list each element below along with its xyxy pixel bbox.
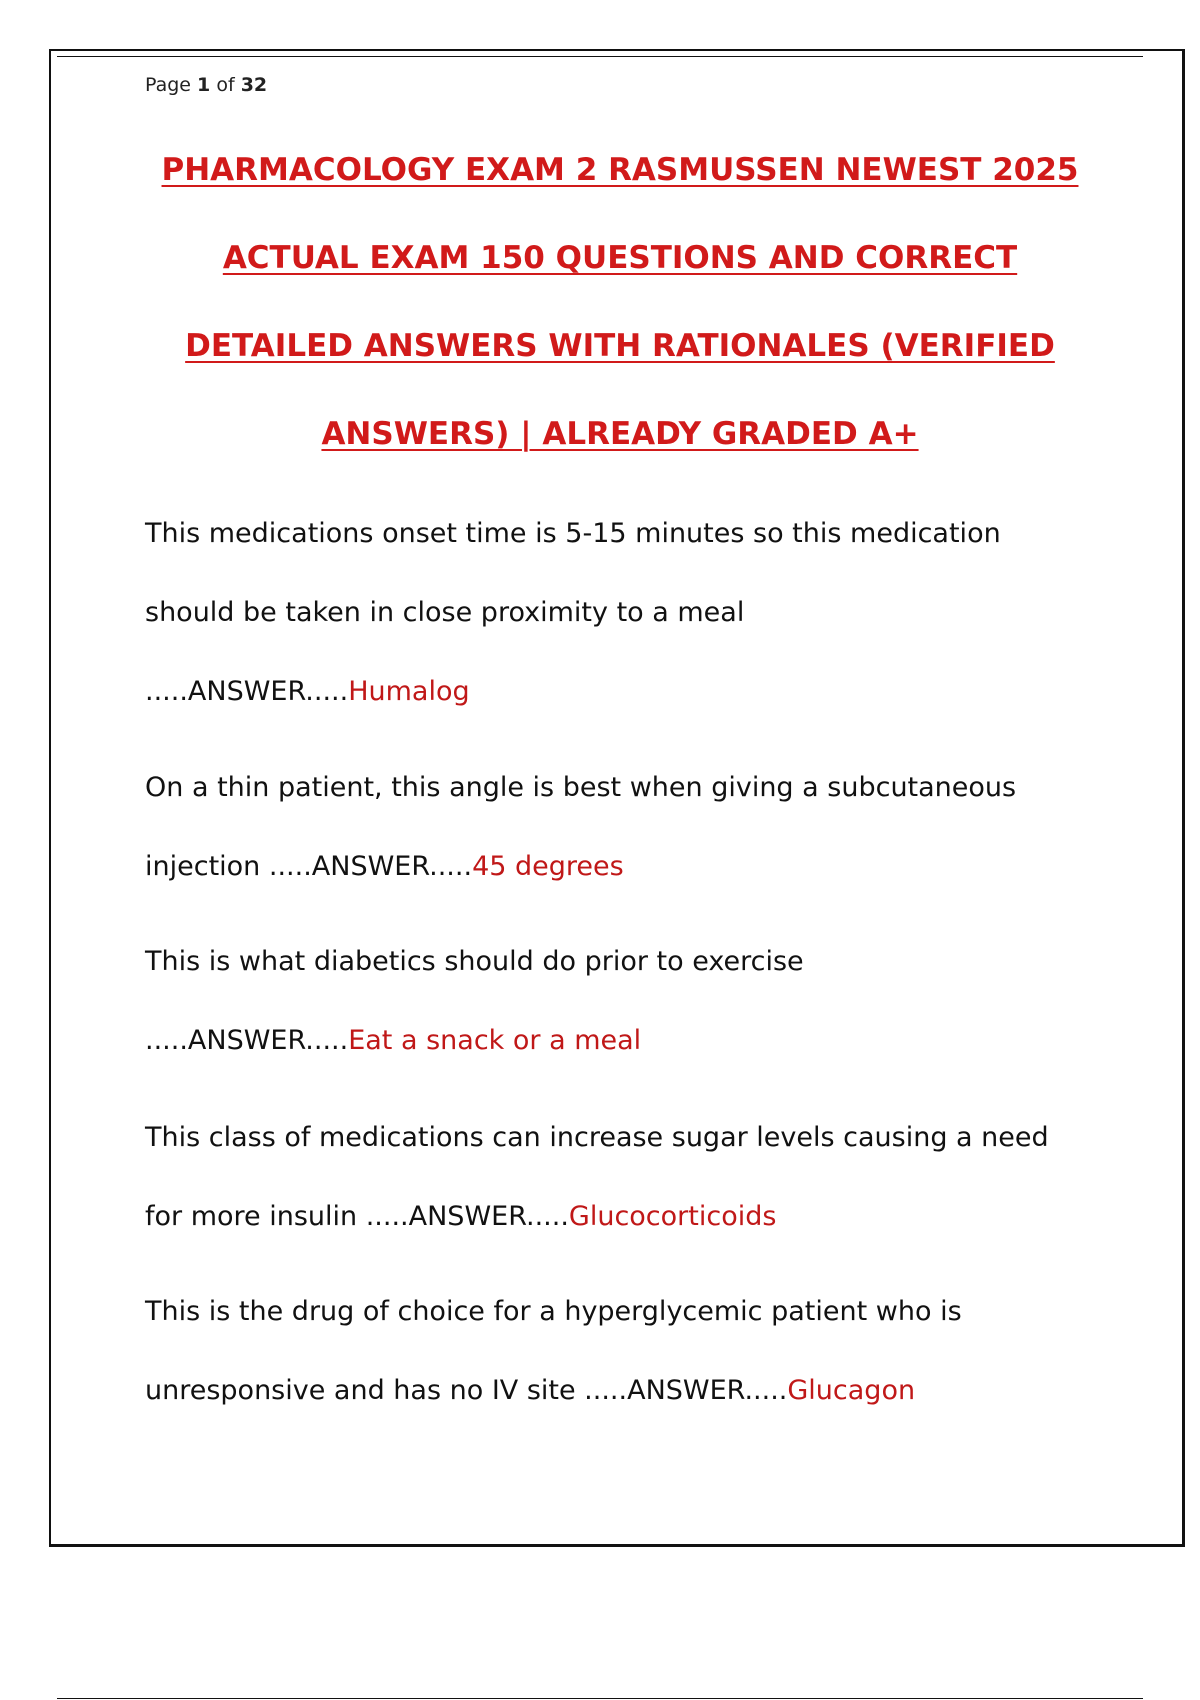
question-line: This class of medications can increase sugar levels causing a need: [145, 1122, 1049, 1153]
question-line: On a thin patient, this angle is best when giving a subcutaneous: [145, 772, 1017, 803]
answer-text: Glucocorticoids: [568, 1201, 777, 1232]
title-line-3: DETAILED ANSWERS WITH RATIONALES (VERIFIED: [185, 328, 1055, 364]
question-line: injection .....ANSWER.....: [145, 851, 473, 882]
question-line: should be taken in close proximity to a meal: [145, 597, 745, 628]
question-line: This medications onset time is 5-15 minutes so this medication: [145, 518, 1001, 549]
qa-item-1: [145, 494, 1105, 731]
page-label: Page: [145, 74, 191, 96]
qa-item-4: [145, 1098, 1105, 1256]
question-answer-line: [145, 652, 1105, 731]
title-line-4: ANSWERS) | ALREADY GRADED A+: [321, 416, 919, 452]
page-current: 1: [197, 74, 211, 96]
answer-text: Eat a snack or a meal: [348, 1025, 642, 1056]
question-line: unresponsive and has no IV site .....ANSWER.....: [145, 1375, 788, 1406]
question-line: This is what diabetics should do prior to exercise: [145, 946, 804, 977]
answer-text: Humalog: [348, 676, 470, 707]
question-line: for more insulin .....ANSWER.....: [145, 1201, 569, 1232]
title-line-2: ACTUAL EXAM 150 QUESTIONS AND CORRECT: [222, 240, 1018, 276]
answer-prefix: .....ANSWER.....: [145, 676, 349, 707]
question-answer-line: [145, 1177, 1105, 1256]
answer-text: 45 degrees: [472, 851, 624, 882]
question-answer-line: [145, 1351, 1105, 1430]
page-of: of: [216, 74, 235, 96]
qa-item-5: [145, 1272, 1105, 1430]
answer-text: Glucagon: [787, 1375, 916, 1406]
question-answer-line: [145, 1001, 1105, 1080]
question-answer-line: [145, 827, 1105, 906]
document-title: [60, 140, 1180, 492]
answer-prefix: .....ANSWER.....: [145, 1025, 349, 1056]
page-total: 32: [240, 74, 268, 96]
question-line: This is the drug of choice for a hyperglycemic patient who is: [145, 1296, 962, 1327]
qa-item-3: [145, 922, 1105, 1080]
page-number: [145, 74, 267, 96]
bottom-rule: [57, 1698, 1143, 1699]
title-line-1: PHARMACOLOGY EXAM 2 RASMUSSEN NEWEST 2025: [161, 152, 1079, 188]
qa-item-2: [145, 748, 1105, 906]
